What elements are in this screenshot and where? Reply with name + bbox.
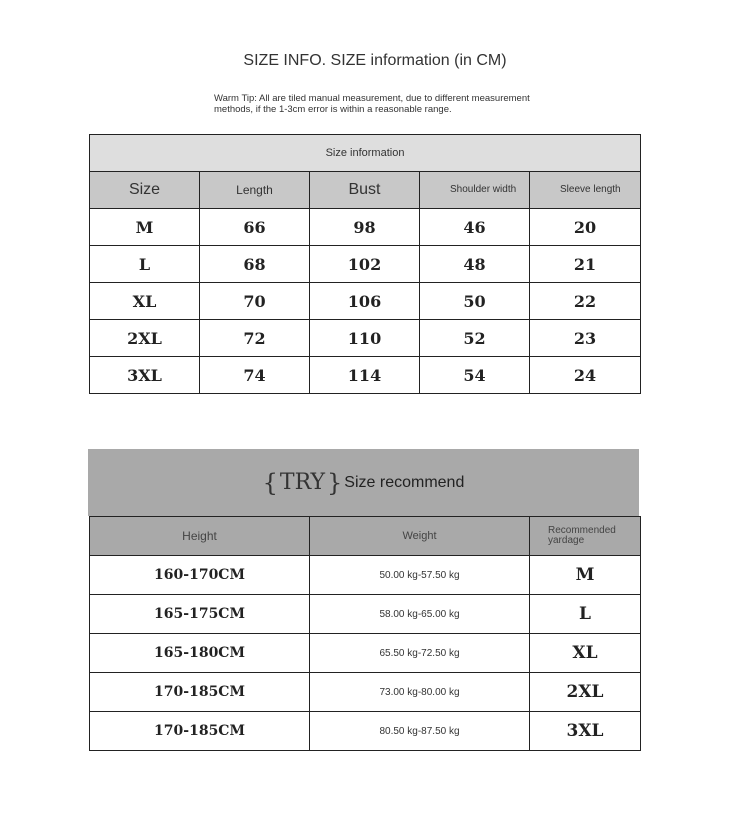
table-row	[90, 246, 641, 283]
shoulder-cell: 46	[420, 209, 530, 246]
length-cell: 72	[200, 320, 310, 357]
height-cell: 165-175CM	[90, 595, 310, 634]
table-row	[90, 595, 641, 634]
table-row	[90, 673, 641, 712]
table-row	[90, 712, 641, 751]
sleeve-cell: 23	[530, 320, 641, 357]
length-cell: 70	[200, 283, 310, 320]
table-row	[90, 556, 641, 595]
header-bust: Bust	[310, 172, 420, 209]
recommended-size-cell: 3XL	[530, 712, 641, 751]
weight-cell: 65.50 kg-72.50 kg	[310, 634, 530, 673]
header-height: Height	[90, 517, 310, 556]
size-info-header-row	[90, 172, 641, 209]
recommended-size-cell: M	[530, 556, 641, 595]
sleeve-cell: 21	[530, 246, 641, 283]
table-row	[90, 283, 641, 320]
size-info-table	[89, 134, 641, 394]
recommend-header-row	[90, 517, 641, 556]
weight-cell: 50.00 kg-57.50 kg	[310, 556, 530, 595]
height-cell: 170-185CM	[90, 712, 310, 751]
header-size: Size	[90, 172, 200, 209]
sleeve-cell: 24	[530, 357, 641, 394]
bust-cell: 110	[310, 320, 420, 357]
shoulder-cell: 52	[420, 320, 530, 357]
size-cell: 2XL	[90, 320, 200, 357]
weight-cell: 80.50 kg-87.50 kg	[310, 712, 530, 751]
recommended-size-cell: XL	[530, 634, 641, 673]
size-recommend-title: Size recommend	[344, 473, 465, 491]
size-recommend-banner	[88, 449, 639, 516]
height-cell: 170-185CM	[90, 673, 310, 712]
weight-cell: 58.00 kg-65.00 kg	[310, 595, 530, 634]
header-weight: Weight	[310, 517, 530, 556]
table-row	[90, 357, 641, 394]
size-cell: XL	[90, 283, 200, 320]
bust-cell: 114	[310, 357, 420, 394]
shoulder-cell: 50	[420, 283, 530, 320]
table-row	[90, 320, 641, 357]
size-cell: 3XL	[90, 357, 200, 394]
size-info-caption-row	[90, 135, 641, 172]
length-cell: 66	[200, 209, 310, 246]
table-row	[90, 634, 641, 673]
weight-cell: 73.00 kg-80.00 kg	[310, 673, 530, 712]
left-brace: {	[262, 468, 278, 497]
header-length: Length	[200, 172, 310, 209]
header-recommended-yardage: Recommended yardage	[530, 517, 641, 556]
size-cell: L	[90, 246, 200, 283]
table-row	[90, 209, 641, 246]
sleeve-cell: 22	[530, 283, 641, 320]
height-cell: 165-180CM	[90, 634, 310, 673]
sleeve-cell: 20	[530, 209, 641, 246]
header-sleeve-length: Sleeve length	[530, 172, 641, 209]
size-info-caption: Size information	[90, 135, 641, 172]
size-recommend-table	[89, 516, 641, 751]
try-label: TRY	[279, 470, 326, 495]
warm-tip: Warm Tip: All are tiled manual measurement, due to different measurement methods, if the 1-3cm error is within a reasonable range.	[214, 93, 530, 115]
header-shoulder-width: Shoulder width	[420, 172, 530, 209]
recommended-size-cell: 2XL	[530, 673, 641, 712]
size-cell: M	[90, 209, 200, 246]
recommended-size-cell: L	[530, 595, 641, 634]
bust-cell: 98	[310, 209, 420, 246]
bust-cell: 102	[310, 246, 420, 283]
page-title: SIZE INFO. SIZE information (in CM)	[243, 52, 507, 69]
bust-cell: 106	[310, 283, 420, 320]
length-cell: 74	[200, 357, 310, 394]
right-brace: }	[327, 468, 343, 497]
height-cell: 160-170CM	[90, 556, 310, 595]
shoulder-cell: 48	[420, 246, 530, 283]
length-cell: 68	[200, 246, 310, 283]
shoulder-cell: 54	[420, 357, 530, 394]
